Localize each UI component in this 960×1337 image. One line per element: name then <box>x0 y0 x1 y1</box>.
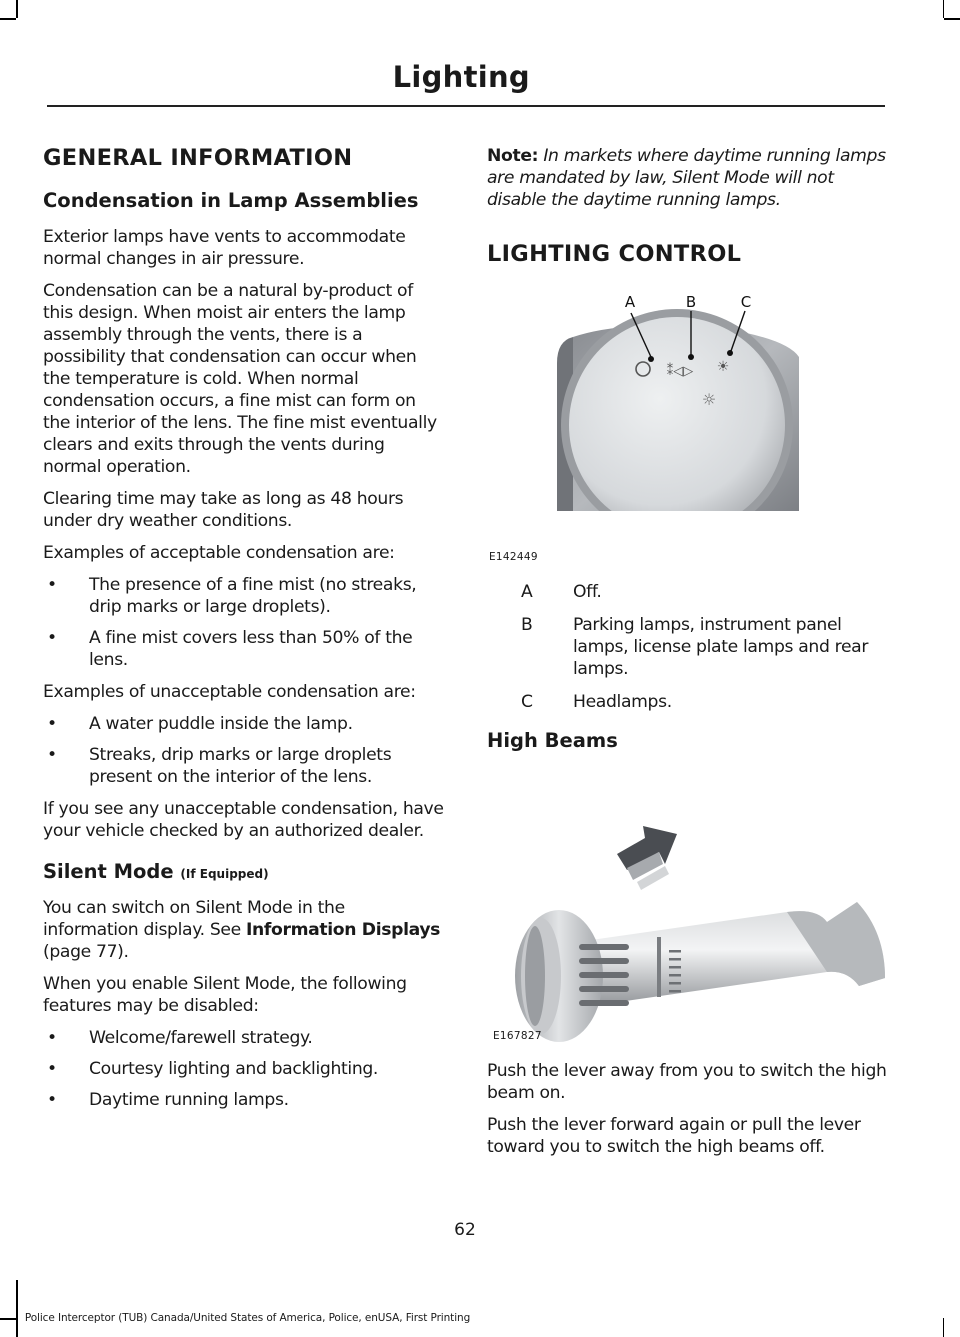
text: (page 77). <box>43 942 129 962</box>
svg-text:☀: ☀ <box>716 359 730 375</box>
list-item: • Daytime running lamps. <box>43 1089 445 1111</box>
paragraph: When you enable Silent Mode, the following features may be disabled: <box>43 974 407 1016</box>
list-item: • Welcome/farewell strategy. <box>43 1027 445 1049</box>
svg-text:☼: ☼ <box>701 390 717 409</box>
crop-mark <box>16 0 18 18</box>
figure-label-b: B <box>685 293 697 311</box>
text: You can switch on Silent Mode in the information display. See <box>43 898 345 940</box>
crop-mark <box>943 1318 945 1337</box>
high-beams-figure <box>487 772 887 1044</box>
legend-key: C <box>521 692 533 712</box>
figure-label-c: C <box>740 293 752 311</box>
multifunction-lever-illustration <box>487 772 887 1044</box>
page-header-title: Lighting <box>392 60 530 94</box>
note-text: In markets where daytime running lamps are mandated by law, Silent Mode will not disable the daytime running lamps. <box>487 146 886 210</box>
legend-row <box>487 581 889 603</box>
list-item: • A fine mist covers less than 50% of the lens. <box>43 627 445 671</box>
legend-key: B <box>521 615 533 635</box>
figure-label-a: A <box>624 293 636 311</box>
note-label: Note: <box>487 146 539 166</box>
condensation-heading: Condensation in Lamp Assemblies <box>43 189 419 212</box>
legend-text: Off. <box>573 582 602 602</box>
list-item: • Streaks, drip marks or large droplets present on the interior of the lens. <box>43 744 445 788</box>
header-divider <box>47 105 885 107</box>
paragraph: Push the lever away from you to switch the high beam on. <box>487 1061 887 1103</box>
page-number: 62 <box>454 1220 476 1240</box>
if-equipped-label: (If Equipped) <box>180 867 269 881</box>
right-column <box>487 145 889 1168</box>
footer-text: Police Interceptor (TUB) Canada/United States of America, Police, enUSA, First Printing <box>24 1312 471 1324</box>
list-item: • The presence of a fine mist (no streaks, drip marks or large droplets). <box>43 574 445 618</box>
paragraph: Examples of acceptable condensation are: <box>43 543 395 563</box>
high-beams-heading: High Beams <box>487 729 618 752</box>
figure-code: E167827 <box>493 1030 542 1042</box>
crop-mark <box>0 18 16 20</box>
silent-mode-title: Silent Mode <box>43 860 174 883</box>
acceptable-list <box>43 574 445 671</box>
paragraph <box>43 897 445 963</box>
lighting-control-heading: LIGHTING CONTROL <box>487 241 742 267</box>
legend-text: Headlamps. <box>573 692 672 712</box>
crop-mark <box>944 18 960 20</box>
paragraph: Condensation can be a natural by-product of this design. When moist air enters the lamp assembly through the vents, there is a possibility that condensation can occur when the temperature is cold. When normal condensation occurs, a fine mist can form on the interior of the lens. The fine mist eventually clears and exits through the vents during normal operation. <box>43 281 437 477</box>
paragraph: Push the lever forward again or pull the lever toward you to switch the high beams off. <box>487 1115 861 1157</box>
lighting-control-figure <box>487 293 807 565</box>
figure-code: E142449 <box>489 551 538 563</box>
legend-key: A <box>521 582 533 602</box>
crop-mark <box>943 0 945 18</box>
paragraph: Exterior lamps have vents to accommodate normal changes in air pressure. <box>43 227 406 269</box>
svg-text:⁑◁▷: ⁑◁▷ <box>666 364 694 379</box>
legend-row <box>487 614 889 680</box>
left-column <box>43 145 445 1121</box>
list-item: • Courtesy lighting and backlighting. <box>43 1058 445 1080</box>
general-information-heading: GENERAL INFORMATION <box>43 145 353 171</box>
legend-row <box>487 691 889 713</box>
list-item: • A water puddle inside the lamp. <box>43 713 445 735</box>
silent-mode-heading <box>43 860 445 883</box>
paragraph: Clearing time may take as long as 48 hours under dry weather conditions. <box>43 489 404 531</box>
cross-reference-link[interactable]: Information Displays <box>245 920 441 940</box>
paragraph: If you see any unacceptable condensation, have your vehicle checked by an authorized dealer. <box>43 799 444 841</box>
headlamp-switch-illustration <box>487 293 807 565</box>
figure-legend <box>487 581 889 713</box>
crop-mark <box>16 1280 18 1337</box>
paragraph: Examples of unacceptable condensation are: <box>43 682 416 702</box>
unacceptable-list <box>43 713 445 788</box>
legend-text: Parking lamps, instrument panel lamps, license plate lamps and rear lamps. <box>573 615 869 679</box>
silent-mode-features-list <box>43 1027 445 1111</box>
note <box>487 145 889 211</box>
